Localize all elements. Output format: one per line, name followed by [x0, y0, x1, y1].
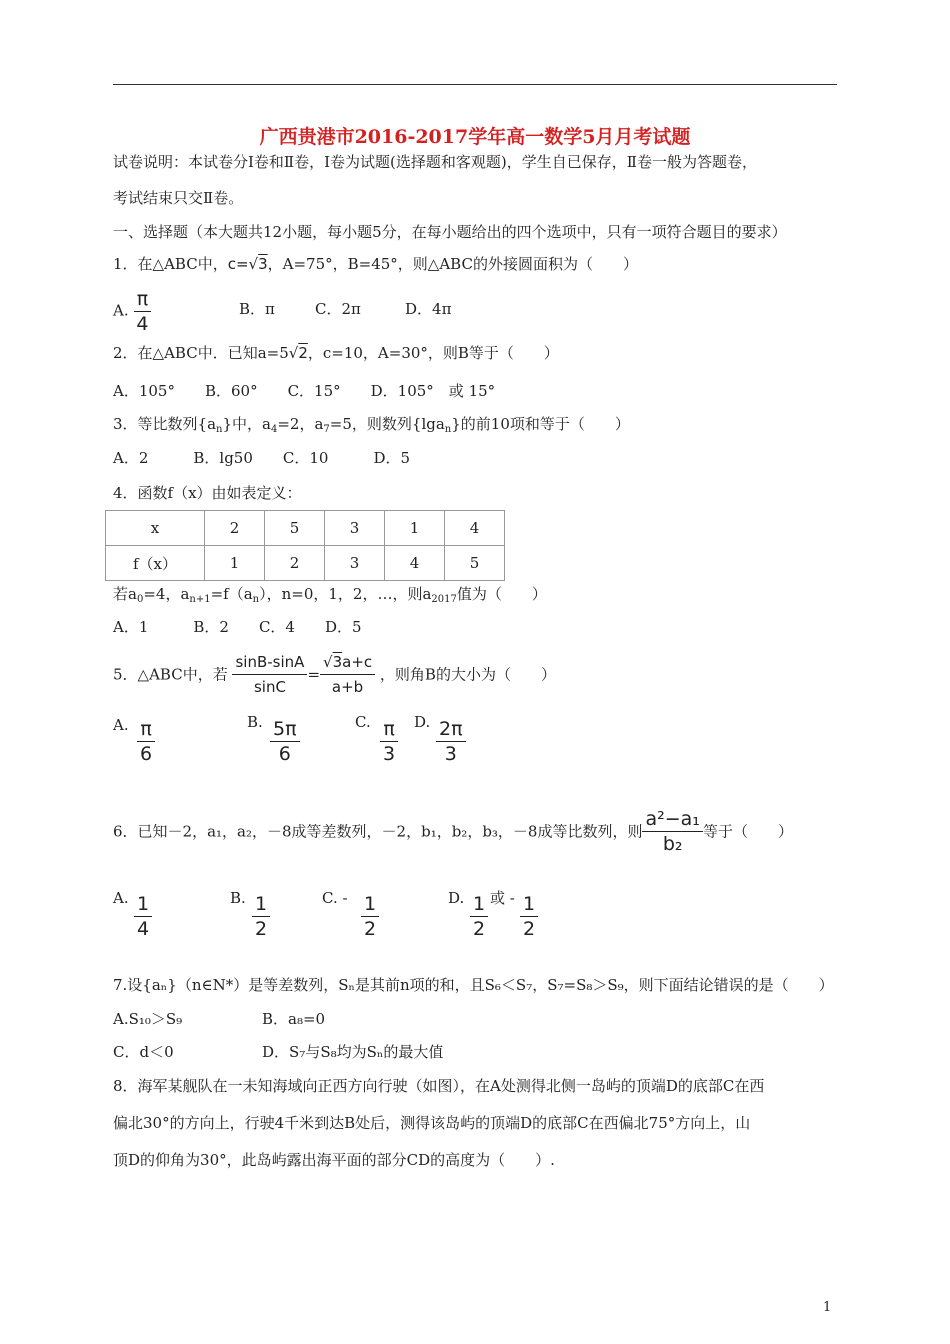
q3-sub: n [444, 424, 452, 435]
q3-part: }中，a [222, 415, 271, 433]
table-cell: 1 [205, 546, 265, 581]
q2-tail: ，c=10，A=30°，则B等于（ ） [307, 344, 559, 362]
question-6 [113, 807, 793, 856]
question-3 [113, 414, 630, 434]
q1-options [113, 287, 151, 336]
table-cell: 2 [265, 546, 325, 581]
q4-sub: n+1 [189, 594, 211, 605]
table-row [106, 546, 505, 581]
q5-b-num: 5π [270, 717, 300, 742]
q1-option-b: B．π [239, 300, 275, 318]
q5-d-den: 3 [444, 743, 457, 765]
q6-b-num: 1 [252, 892, 270, 917]
q6-option-c-label: C. - [322, 889, 348, 907]
table-cell: 2 [205, 511, 265, 546]
question-2 [113, 343, 559, 363]
table-cell: 5 [445, 546, 505, 581]
q1-option-a-label: A. [113, 301, 129, 320]
q5-option-a-fraction [137, 717, 155, 766]
table-cell: 3 [325, 546, 385, 581]
q6-option-d-label: D. [448, 889, 465, 907]
q6-d1-num: 1 [470, 892, 488, 917]
instructions-line-1: 试卷说明：本试卷分Ⅰ卷和Ⅱ卷，Ⅰ卷为试题(选择题和客观题)，学生自已保存，Ⅱ卷一般为答题卷， [113, 153, 757, 171]
q3-part: }的前10项和等于（ ） [451, 415, 630, 433]
header-rule [113, 84, 837, 85]
question-1 [113, 254, 638, 274]
q4-sub: 0 [136, 594, 144, 605]
q5-b-den: 6 [278, 743, 291, 765]
q3-options: A．2 B．lg50 C．10 D．5 [113, 449, 411, 467]
q6-stem: 6．已知－2，a₁，a₂，－8成等差数列，－2，b₁，b₂，b₃，－8成等比数列，则 [113, 822, 643, 841]
q6-a-num: 1 [134, 892, 152, 917]
q2-sqrt: √2 [288, 344, 308, 362]
q7-option-a: A.S₁₀＞S₉ [113, 1010, 183, 1028]
q6-option-d2-fraction [520, 892, 538, 941]
section-heading: 一、选择题（本大题共12小题，每小题5分，在每小题给出的四个选项中，只有一项符合题目的要求） [113, 223, 787, 241]
question-8-line-3: 顶D的仰角为30°，此岛屿露出海平面的部分CD的高度为（ ）. [113, 1151, 555, 1169]
table-cell: 3 [325, 511, 385, 546]
instructions-line-2: 考试结束只交Ⅱ卷。 [113, 189, 244, 207]
q3-sub: n [216, 424, 223, 435]
q2-options: A．105° B．60° C．15° D．105° 或 15° [113, 382, 496, 400]
q4-sub: n [252, 594, 260, 605]
q5-stem: 5．△ABC中，若 [113, 665, 228, 684]
page-number: 1 [823, 1300, 832, 1315]
q6-option-a-label: A. [113, 889, 129, 907]
q1-option-d: D．4π [405, 300, 452, 318]
q6-option-d-or: 或 - [490, 889, 515, 907]
q5-option-c-label: C. [355, 713, 371, 731]
q2-stem: 2．在△ABC中．已知a=5 [113, 344, 289, 362]
q5-option-b-fraction [270, 717, 300, 766]
q1-option-a-fraction [133, 287, 151, 336]
question-4: 4．函数f（x）由如表定义： [113, 484, 302, 502]
q6-option-a-fraction [134, 892, 152, 941]
q1-c-eq: c= [227, 255, 249, 273]
q4-part: =4，a [143, 585, 190, 603]
q5-rhs-fraction [320, 650, 375, 699]
q5-lhs-fraction [232, 650, 307, 699]
q5-tail: ，则角B的大小为（ ） [379, 665, 556, 684]
q4-stem [113, 584, 547, 604]
q3-part: =2，a [277, 415, 324, 433]
q6-fraction [642, 807, 702, 856]
q5-rhs-num-rest: a+c [342, 653, 373, 671]
q6-d2-num: 1 [520, 892, 538, 917]
q6-option-d1-fraction [470, 892, 488, 941]
q3-sub: 7 [323, 424, 330, 435]
q6-c-num: 1 [361, 892, 379, 917]
q6-a-den: 4 [137, 918, 150, 940]
q5-lhs-num: sinB-sinA [232, 650, 307, 675]
q5-rhs-num: √3a+c [320, 650, 375, 675]
q1-a-num: π [134, 287, 151, 312]
page-title: 广西贵港市2016-2017学年高一数学5月月考试题 [259, 126, 691, 148]
table-cell: x [106, 511, 205, 546]
q1-option-c: C．2π [315, 300, 361, 318]
q6-b-den: 2 [255, 918, 268, 940]
q5-option-c-fraction [380, 717, 398, 766]
q3-part: 3．等比数列{a [113, 415, 217, 433]
q5-c-den: 3 [383, 743, 396, 765]
table-cell: f（x） [106, 546, 205, 581]
q6-d2-den: 2 [523, 918, 536, 940]
q7-option-c: C．d＜0 [113, 1043, 174, 1061]
q5-c-num: π [380, 717, 397, 742]
q4-part: ），n=0，1，2，…，则a [259, 585, 432, 603]
q1-a-den: 4 [136, 313, 149, 335]
q6-option-b-fraction [252, 892, 270, 941]
q4-options: A．1 B．2 C．4 D．5 [113, 618, 362, 636]
q1-tail: ，A=75°，B=45°，则△ABC的外接圆面积为（ ） [267, 255, 638, 273]
q5-d-num: 2π [436, 717, 466, 742]
q3-part: =5，则数列{lga [329, 415, 445, 433]
q6-num: a²−a₁ [642, 807, 702, 832]
q6-c-den: 2 [364, 918, 377, 940]
q1-stem: 1．在△ABC中， [113, 255, 228, 273]
q7-option-d: D．S₇与S₈均为Sₙ的最大值 [262, 1043, 444, 1061]
q5-rhs-den: a+b [331, 678, 364, 696]
table-row [106, 511, 505, 546]
q5-equals: = [307, 665, 321, 684]
q1-sqrt: √3 [248, 255, 268, 273]
q5-option-a-label: A. [113, 716, 129, 734]
q6-den: b₂ [662, 833, 683, 855]
q4-part: =f（a [210, 585, 253, 603]
question-5 [113, 650, 556, 699]
table-cell: 4 [385, 546, 445, 581]
table-cell: 1 [385, 511, 445, 546]
q5-rhs-sqrt: 3 [332, 653, 343, 671]
q2-sqrt-val: 2 [298, 344, 308, 362]
q5-lhs-den: sinC [253, 678, 286, 696]
table-cell: 5 [265, 511, 325, 546]
q1-sqrt-val: 3 [258, 255, 268, 273]
q5-option-b-label: B. [247, 713, 263, 731]
question-8-line-2: 偏北30°的方向上，行驶4千米到达B处后，测得该岛屿的顶端D的底部C在西偏北75°方向上，山 [113, 1114, 751, 1132]
q4-part: 值为（ ） [456, 585, 547, 603]
question-7: 7.设{aₙ}（n∈N*）是等差数列，Sₙ是其前n项的和，且S₆＜S₇，S₇=S₈＞S₉，则下面结论错误的是（ ） [113, 976, 834, 994]
q6-option-b-label: B. [230, 889, 246, 907]
q6-d1-den: 2 [473, 918, 486, 940]
question-8-line-1: 8．海军某舰队在一未知海域向正西方向行驶（如图），在A处测得北侧一岛屿的顶端D的底部C在西 [113, 1077, 765, 1095]
q6-tail: 等于（ ） [702, 822, 793, 841]
q5-a-num: π [137, 717, 154, 742]
q5-option-d-fraction [436, 717, 466, 766]
q5-a-den: 6 [140, 743, 153, 765]
table-cell: 4 [445, 511, 505, 546]
q4-sub: 2017 [431, 594, 457, 605]
q6-option-c-fraction [361, 892, 379, 941]
q4-part: 若a [113, 585, 137, 603]
q5-option-d-label: D. [414, 713, 431, 731]
function-table [105, 510, 505, 581]
q3-sub: 4 [270, 424, 278, 435]
q7-option-b: B．a₈=0 [262, 1010, 326, 1028]
